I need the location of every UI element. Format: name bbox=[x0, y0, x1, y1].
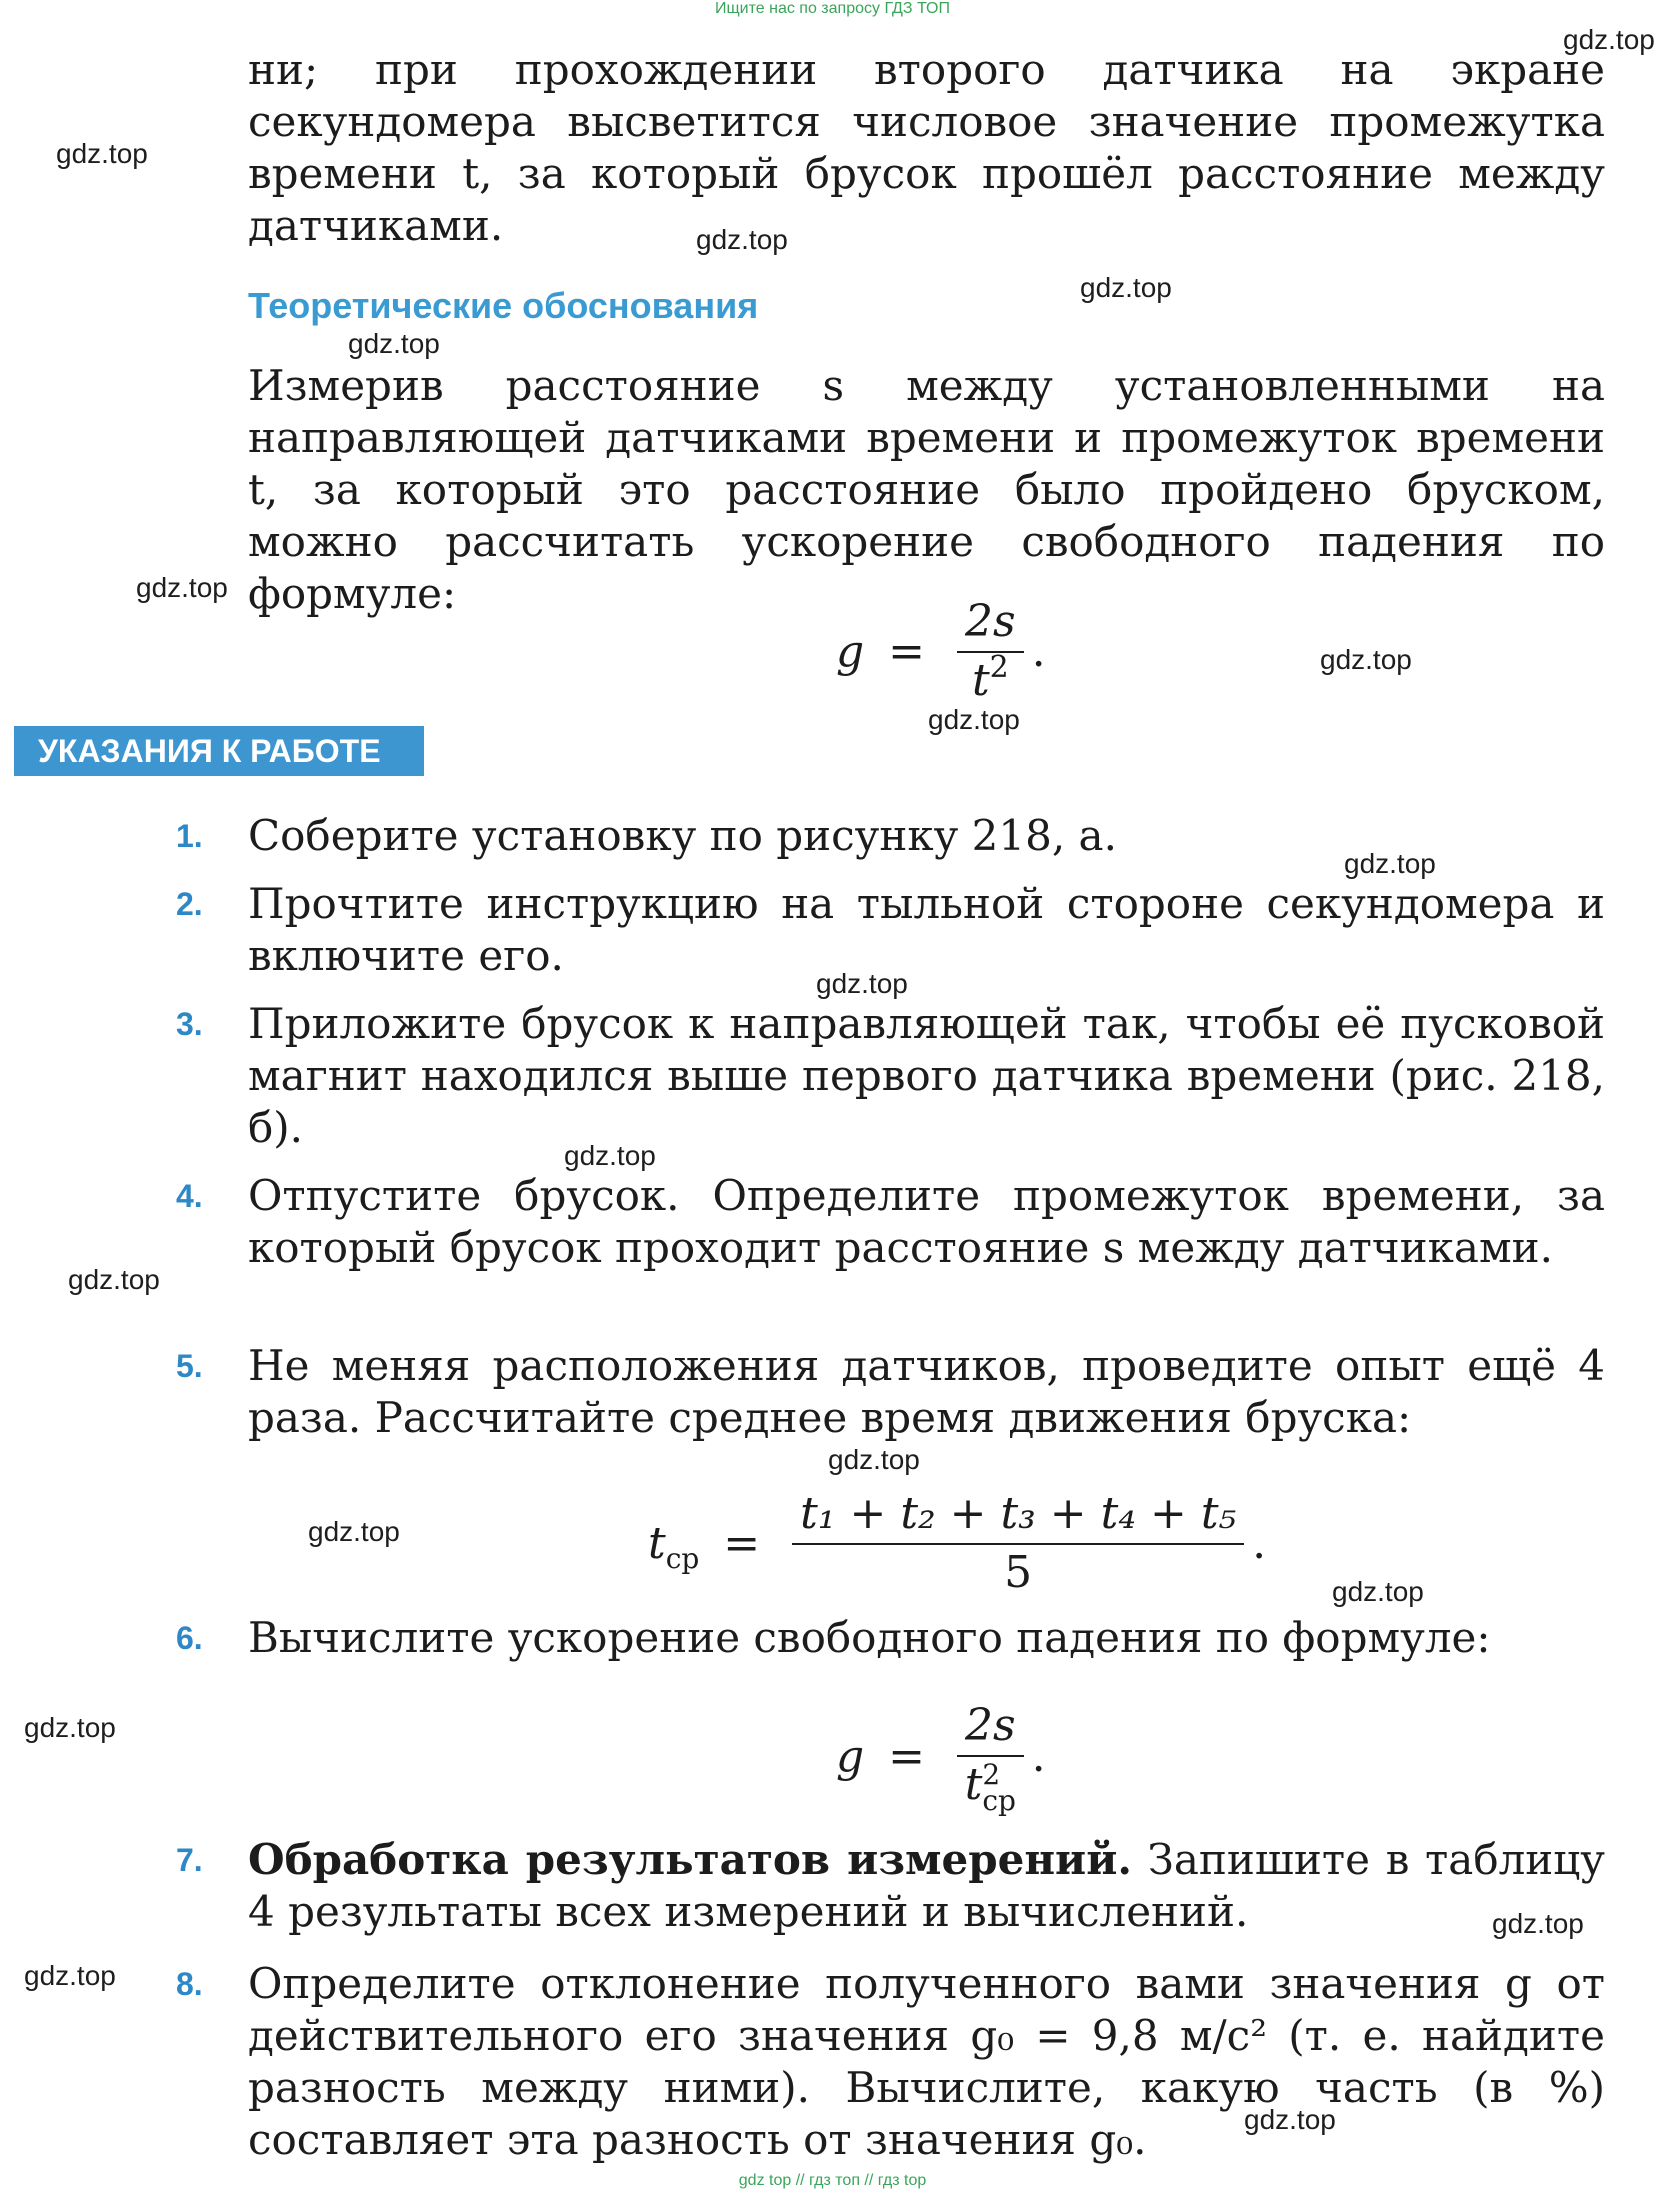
step-4 bbox=[176, 1170, 1605, 1274]
step-number: 5. bbox=[176, 1348, 203, 1384]
step-text: Определите отклонение полученного вами значения g от действительного его значения g₀ = 9,8 м/с² (т. е. найдите разность между ними). Вычислите, какую часть (в %) составляет эта разность от значения g₀. bbox=[248, 1959, 1605, 2164]
formula-end: . bbox=[1031, 1731, 1046, 1783]
watermark: gdz.top bbox=[564, 1140, 656, 1171]
step-number: 8. bbox=[176, 1966, 203, 2002]
intro-paragraph: ни; при прохождении второго датчика на экране секундомера высветится числовое значение промежутка времени t, за который брусок прошёл расстояние между датчиками. bbox=[248, 45, 1605, 250]
watermark: gdz.top bbox=[24, 1712, 116, 1743]
step-3 bbox=[176, 998, 1605, 1154]
watermark: gdz.top bbox=[348, 328, 440, 359]
formula-g bbox=[836, 596, 1046, 706]
step-6 bbox=[176, 1612, 1605, 1664]
theory-paragraph: Измерив расстояние s между установленными на направляющей датчиками времени и промежуток времени t, за который это расстояние было пройдено бруском, можно рассчитать ускорение свободного падения по формуле: bbox=[248, 361, 1605, 618]
step-number: 4. bbox=[176, 1178, 203, 1214]
top-banner: Ищите нас по запросу ГДЗ ТОП bbox=[715, 0, 950, 17]
step-text: Прочтите инструкцию на тыльной стороне секундомера и включите его. bbox=[248, 879, 1605, 980]
watermark: gdz.top bbox=[1563, 24, 1655, 55]
formula-numerator: 2s bbox=[957, 1700, 1024, 1757]
formula-denominator: 5 bbox=[1004, 1547, 1033, 1598]
step-number: 7. bbox=[176, 1842, 203, 1878]
watermark: gdz.top bbox=[1332, 1576, 1424, 1607]
step-8 bbox=[176, 1958, 1605, 2166]
watermark: gdz.top bbox=[928, 704, 1020, 735]
watermark: gdz.top bbox=[68, 1264, 160, 1295]
formula-g-average bbox=[836, 1700, 1046, 1817]
step-5 bbox=[176, 1340, 1605, 1444]
formula-denominator: $t^2$ bbox=[971, 650, 1009, 706]
formula-numerator: t₁ + t₂ + t₃ + t₄ + t₅ bbox=[792, 1488, 1244, 1545]
step-bold-lead: Обработка результатов измерений. bbox=[248, 1835, 1132, 1884]
watermark: gdz.top bbox=[1320, 644, 1412, 675]
watermark: gdz.top bbox=[1344, 848, 1436, 879]
step-2 bbox=[176, 878, 1605, 982]
formula-denominator: t 2 ср bbox=[964, 1757, 1016, 1817]
step-number: 3. bbox=[176, 1006, 203, 1042]
formula-lhs: g bbox=[836, 625, 865, 677]
watermark: gdz.top bbox=[1244, 2104, 1336, 2135]
formula-fraction bbox=[957, 596, 1024, 706]
step-text: Не меняя расположения датчиков, проведите опыт ещё 4 раза. Рассчитайте среднее время движения бруска: bbox=[248, 1341, 1605, 1442]
formula-numerator: 2s bbox=[957, 596, 1024, 653]
step-text bbox=[248, 1834, 1605, 1938]
formula-t-average bbox=[648, 1488, 1266, 1598]
formula-equals: = bbox=[888, 1731, 926, 1783]
formula-lhs: g bbox=[836, 1731, 865, 1783]
section-band: УКАЗАНИЯ К РАБОТЕ bbox=[14, 726, 424, 776]
step-7 bbox=[176, 1834, 1605, 1938]
bottom-banner: gdz top // гдз топ // гдз top bbox=[738, 2172, 927, 2189]
watermark: gdz.top bbox=[308, 1516, 400, 1547]
watermark: gdz.top bbox=[136, 572, 228, 603]
formula-equals: = bbox=[723, 1517, 761, 1569]
step-1 bbox=[176, 810, 1605, 862]
step-text: Вычислите ускорение свободного падения по формуле: bbox=[248, 1613, 1491, 1662]
watermark: gdz.top bbox=[24, 1960, 116, 1991]
formula-fraction bbox=[792, 1488, 1244, 1598]
watermark: gdz.top bbox=[1492, 1908, 1584, 1939]
formula-end: . bbox=[1031, 625, 1046, 677]
formula-end: . bbox=[1252, 1517, 1267, 1569]
formula-lhs: $t_{ср}$ bbox=[648, 1517, 700, 1575]
step-text: Отпустите брусок. Определите промежуток времени, за который брусок проходит расстояние s между датчиками. bbox=[248, 1171, 1605, 1272]
step-rest: Запишите в таблицу 4 результаты всех измерений и вычислений. bbox=[248, 1835, 1605, 1936]
step-number: 1. bbox=[176, 818, 203, 854]
theory-heading: Теоретические обоснования bbox=[248, 285, 759, 326]
step-number: 6. bbox=[176, 1620, 203, 1656]
watermark: gdz.top bbox=[1080, 272, 1172, 303]
formula-equals: = bbox=[888, 625, 926, 677]
watermark: gdz.top bbox=[696, 224, 788, 255]
step-number: 2. bbox=[176, 886, 203, 922]
step-text: Соберите установку по рисунку 218, а. bbox=[248, 811, 1117, 860]
step-text: Приложите брусок к направляющей так, чтобы её пусковой магнит находился выше первого датчика времени (рис. 218, б). bbox=[248, 999, 1605, 1152]
watermark: gdz.top bbox=[816, 968, 908, 999]
watermark: gdz.top bbox=[828, 1444, 920, 1475]
formula-fraction bbox=[957, 1700, 1024, 1817]
watermark: gdz.top bbox=[56, 138, 148, 169]
